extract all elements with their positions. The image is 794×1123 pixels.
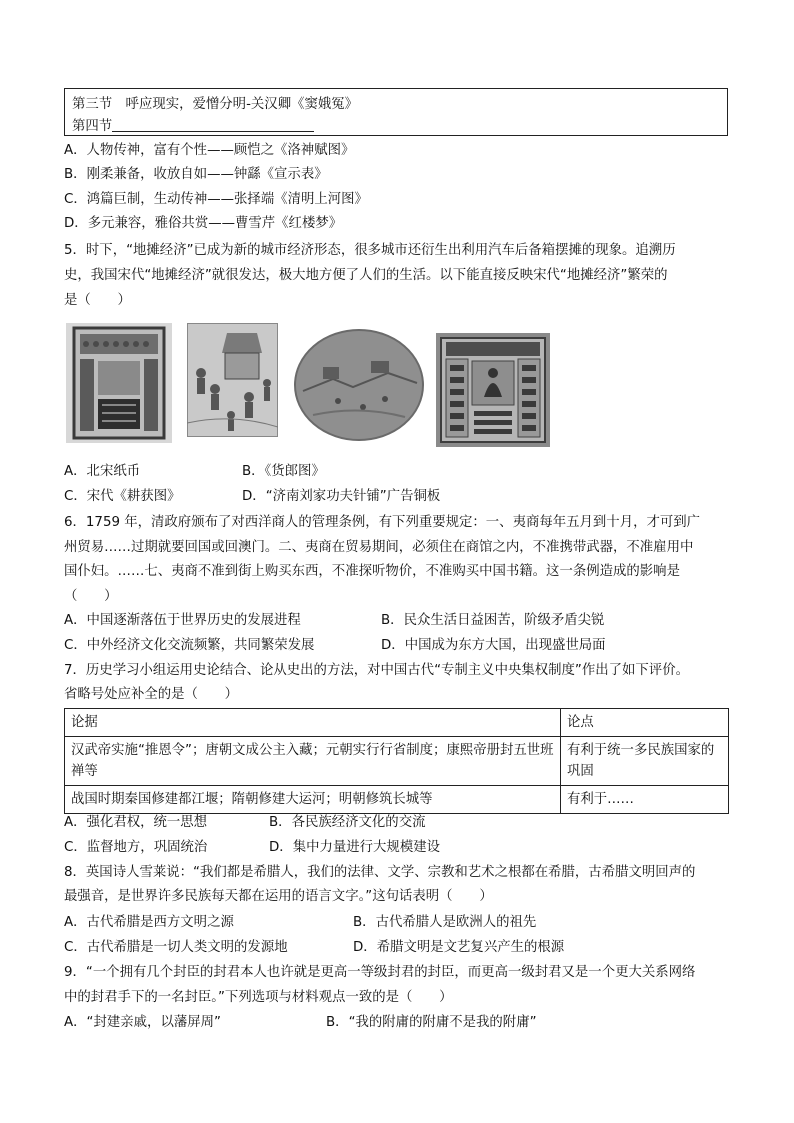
- q5-stem-line: 史，我国宋代“地摊经济”就很发达，极大地方便了人们的生活。以下能直接反映宋代“地摊经济”繁荣的: [64, 268, 668, 283]
- table-header: 论据: [65, 709, 561, 737]
- section-row-4: 第四节: [72, 115, 314, 134]
- fill-blank[interactable]: [112, 119, 314, 132]
- q4-option-a: A．人物传神，富有个性——顾恺之《洛神赋图》: [64, 143, 355, 158]
- q7-table: [64, 708, 729, 814]
- q9-option-b: B．“我的附庸的附庸不是我的附庸”: [326, 1015, 537, 1030]
- q7-option-a: A．强化君权，统一思想: [64, 815, 208, 830]
- table-header-row: [65, 709, 729, 737]
- q6-stem-line: 6．1759 年，清政府颁布了对西洋商人的管理条例，有下列重要规定：一、夷商每年五月到十月，才可到广: [64, 515, 701, 530]
- q8-stem-line: 8．英国诗人雪莱说：“我们都是希腊人，我们的法律、文学、宗教和艺术之根都在希腊，古希腊文明回声的: [64, 865, 696, 880]
- q8-option-b: B．古代希腊人是欧洲人的祖先: [353, 915, 537, 930]
- q7-option-b: B．各民族经济文化的交流: [269, 815, 426, 830]
- q9-option-a: A．“封建亲戚，以藩屏周”: [64, 1015, 221, 1030]
- q5-option-d: D．“济南刘家功夫针铺”广告铜板: [242, 489, 441, 504]
- q7-option-d: D．集中力量进行大规模建设: [269, 840, 440, 855]
- q5-option-a: A．北宋纸币: [64, 464, 141, 479]
- q7-stem-line: 7．历史学习小组运用史论结合、论从史出的方法，对中国古代“专制主义中央集权制度”作出了如下评价。: [64, 663, 689, 678]
- q6-stem-line: 国仆妇。……七、夷商不准到街上购买东西，不准探听物价，不准购买中国书籍。这一条例造成的影响是: [64, 564, 680, 579]
- q7-option-c: C．监督地方，巩固统治: [64, 840, 208, 855]
- q9-stem-line: 中的封君手下的一名封臣。”下列选项与材料观点一致的是（ ）: [64, 990, 453, 1005]
- section-box: [64, 88, 728, 136]
- section-row-3: 第三节 呼应现实，爱憎分明-关汉卿《窦娥冤》: [72, 97, 359, 112]
- q6-option-b: B．民众生活日益困苦，阶级矛盾尖锐: [381, 613, 605, 628]
- q5-option-b: B．《货郎图》: [242, 464, 325, 479]
- table-header: 论点: [561, 709, 729, 737]
- q4-option-d: D．多元兼容，雅俗共赏——曹雪芹《红楼梦》: [64, 216, 343, 231]
- q9-stem-line: 9．“一个拥有几个封臣的封君本人也许就是更高一等级封君的封臣，而更高一级封君又是一个更大关系网络: [64, 965, 696, 980]
- q6-option-d: D．中国成为东方大国，出现盛世局面: [381, 638, 606, 653]
- table-cell: 战国时期秦国修建都江堰；隋朝修建大运河；明朝修筑长城等: [65, 786, 561, 814]
- q8-option-c: C．古代希腊是一切人类文明的发源地: [64, 940, 288, 955]
- table-cell: 汉武帝实施“推恩令”；唐朝文成公主入藏；元朝实行行省制度；康熙帝册封五世班禅等: [65, 737, 561, 786]
- q6-option-a: A．中国逐渐落伍于世界历史的发展进程: [64, 613, 301, 628]
- q8-stem-line: 最强音，是世界许多民族每天都在运用的语言文字。”这句话表明（ ）: [64, 889, 493, 904]
- q7-stem-line: 省略号处应补全的是（ ）: [64, 687, 239, 702]
- bronze-ad-plate-image: [436, 333, 550, 447]
- table-row: [65, 786, 729, 814]
- table-cell: 有利于……: [561, 786, 729, 814]
- q5-stem-line: 5．时下，“地摊经济”已成为新的城市经济形态，很多城市还衍生出利用汽车后备箱摆摊的现象。追溯历: [64, 243, 676, 258]
- q6-stem-line: （ ）: [64, 589, 118, 604]
- banknote-image: [66, 323, 172, 443]
- q5-stem-line: 是（ ）: [64, 293, 131, 308]
- table-cell: 有利于统一多民族国家的巩固: [561, 737, 729, 786]
- table-row: [65, 737, 729, 786]
- q5-option-c: C．宋代《耕获图》: [64, 489, 181, 504]
- q8-option-d: D．希腊文明是文艺复兴产生的根源: [353, 940, 565, 955]
- q6-option-c: C．中外经济文化交流频繁，共同繁荣发展: [64, 638, 315, 653]
- q8-option-a: A．古代希腊是西方文明之源: [64, 915, 234, 930]
- farming-painting-image: [293, 329, 425, 441]
- q4-option-c: C．鸿篇巨制，生动传神——张择端《清明上河图》: [64, 192, 368, 207]
- peddler-painting-image: [187, 323, 278, 437]
- q4-option-b: B．刚柔兼备，收放自如——钟繇《宣示表》: [64, 167, 328, 182]
- q6-stem-line: 州贸易……过期就要回国或回澳门。二、夷商在贸易期间，必须住在商馆之内，不准携带武器，不准雇用中: [64, 540, 694, 555]
